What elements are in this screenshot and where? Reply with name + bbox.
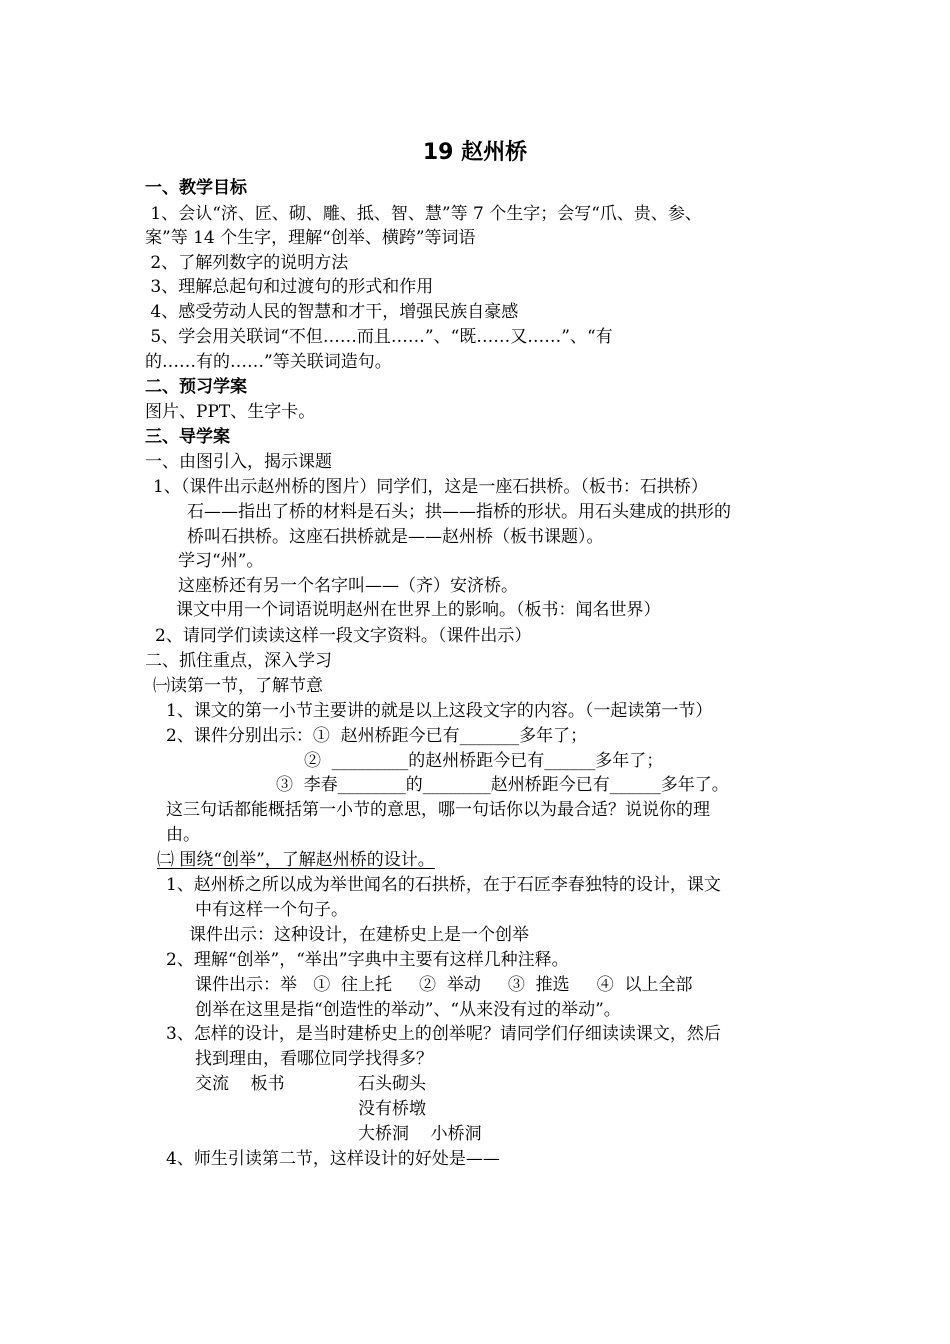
goal-5-line-1: 5、学会用关联词“不但……而且……”、“既……又……”、“有 [145,327,613,347]
sub-1-question-line-2: 由。 [166,825,200,845]
sub-2-courseware: 课件出示：这种设计，在建桥史上是一个创举 [189,925,529,945]
goal-4: 4、感受劳动人民的智慧和才干，增强民族自豪感 [145,302,519,322]
section-heading-goals: 一、教学目标 [145,178,247,198]
board-label: 交流 板书 [195,1074,285,1094]
goal-2: 2、了解列数字的说明方法 [145,253,349,273]
sub-2-meaning: 创举在这里是指“创造性的举动”、“从来没有过的举动”。 [195,1000,621,1020]
section-heading-guide: 三、导学案 [145,427,230,447]
part-1-study: 学习“州”。 [178,551,264,571]
sub-1-item-1: 1、课文的第一小节主要讲的就是以上这段文字的内容。（一起读第一节） [166,701,713,721]
board-item-2: 没有桥墩 [358,1099,426,1119]
sub-1-item-2: 2、课件分别出示：① 赵州桥距今已有_______多年了； [166,726,588,746]
part-1-item-1-line-3: 桥叫石拱桥。这座石拱桥就是——赵州桥（板书课题）。 [187,527,604,547]
goal-1-line-1: 1、会认“济、匠、砌、雕、抵、智、慧”等 7 个生字；会写“爪、贵、参、 [145,204,702,224]
sub-2-item-3-line-2: 找到理由，看哪位同学找得多？ [195,1049,433,1069]
sub-2-item-1-line-1: 1、赵州桥之所以成为举世闻名的石拱桥，在于石匠李春独特的设计，课文 [166,875,721,895]
part-1-item-1-line-1: 1、（课件出示赵州桥的图片）同学们，这是一座石拱桥。（板书：石拱桥） [153,477,708,497]
part-1-other-name: 这座桥还有另一个名字叫——（齐）安济桥。 [178,576,518,596]
preview-body: 图片、PPT、生字卡。 [145,402,316,422]
sub-2-item-2: 2、理解“创举”，“举出”字典中主要有这样几种注释。 [166,950,569,970]
sub-2-item-1-line-2: 中有这样一个句子。 [195,900,348,920]
page-title: 19 赵州桥 [422,140,528,165]
sub-1-heading: ㈠读第一节，了解节意 [153,676,323,696]
part-1-heading: 一、由图引入，揭示课题 [145,452,332,472]
sub-1-option-3: ③ 李春________的________赵州桥距今已有______多年了。 [276,775,729,795]
goal-3: 3、理解总起句和过渡句的形式和作用 [145,277,434,297]
part-2-heading: 二、抓住重点，深入学习 [145,651,332,671]
part-1-world: 课文中用一个词语说明赵州在世界上的影响。（板书：闻名世界） [176,600,661,620]
sub-2-item-4: 4、师生引读第二节，这样设计的好处是—— [166,1149,500,1169]
sub-2-item-3-line-1: 3、怎样的设计，是当时建桥史上的创举呢？请同学们仔细读读课文，然后 [166,1024,721,1044]
sub-1-question-line-1: 这三句话都能概括第一小节的意思，哪一句话你以为最合适？说说你的理 [166,800,710,820]
sub-1-option-2: ② _________的赵州桥距今已有______多年了； [304,751,664,771]
goal-1-line-2: 案”等 14 个生字，理解“创举、横跨”等词语 [145,228,476,248]
section-heading-preview: 二、预习学案 [145,377,247,397]
sub-2-options: 课件出示：举 ① 往上托 ② 举动 ③ 推选 ④ 以上全部 [195,975,693,995]
part-1-item-1-line-2: 石——指出了桥的材料是石头；拱——指桥的形状。用石头建成的拱形的 [187,502,731,522]
goal-5-line-2: 的……有的……”等关联词造句。 [145,352,392,372]
board-item-1: 石头砌头 [358,1074,426,1094]
part-1-item-2: 2、请同学们读读这样一段文字资料。（课件出示） [155,626,532,646]
sub-2-heading: ㈡ 围绕“创举”，了解赵州桥的设计。 [157,850,435,870]
board-item-3: 大桥洞 小桥洞 [358,1124,482,1144]
